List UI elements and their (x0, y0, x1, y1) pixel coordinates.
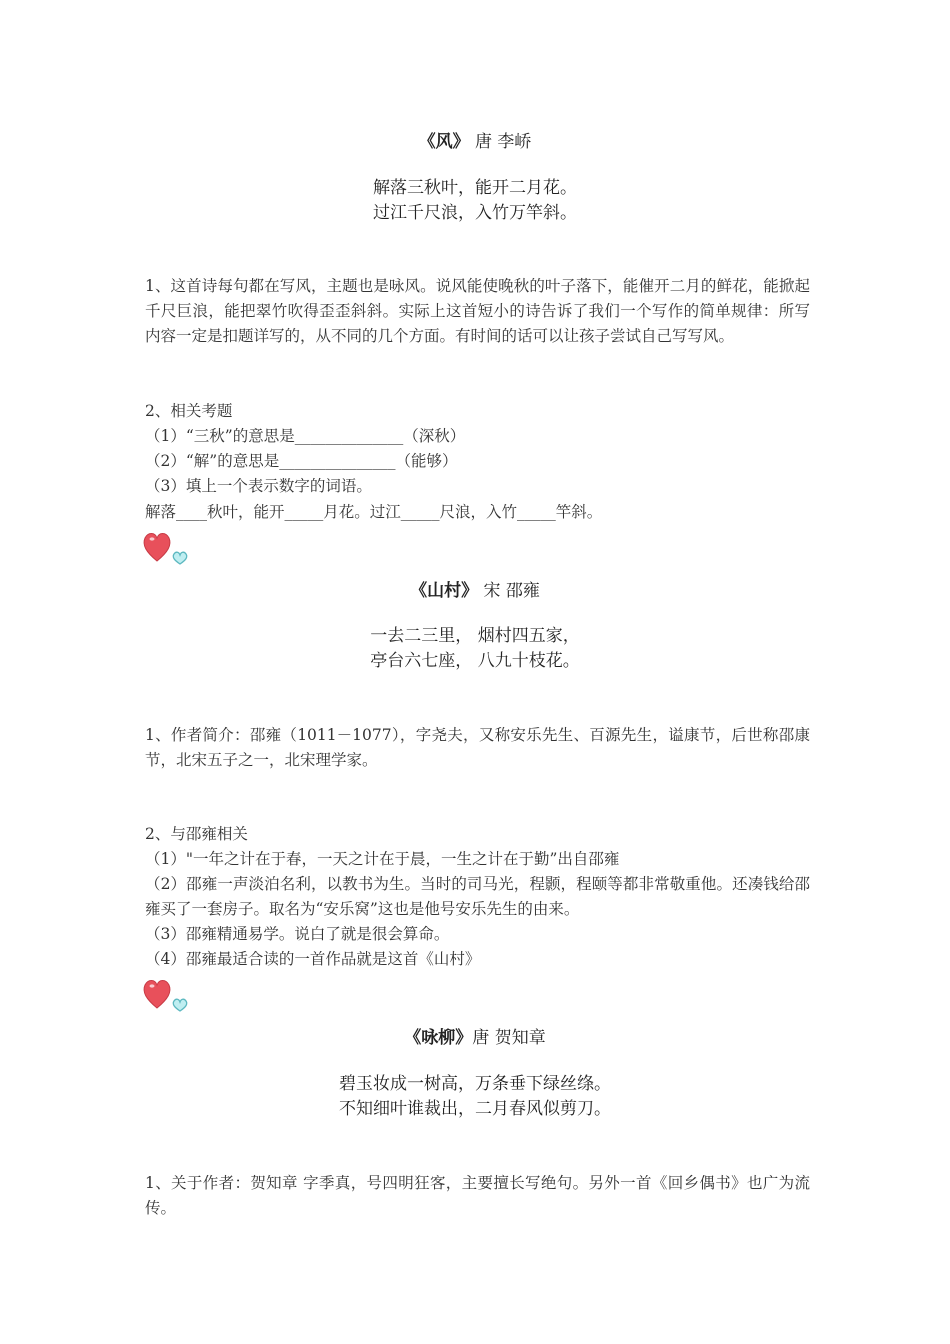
poem-note: 1、关于作者：贺知章 字季真，号四明狂客，主要擅长写绝句。另外一首《回乡偶书》也广为流传。 (145, 1174, 810, 1217)
poem-line: 亭台六七座， 八九十枝花。 (370, 651, 580, 671)
exam-item: （1）“三秋”的意思是______________（深秋） (145, 427, 466, 445)
poem-line: 过江千尺浪，入竹万竿斜。 (373, 203, 577, 223)
poem-line: 一去二三里， 烟村四五家， (370, 626, 580, 646)
poem-author: 宋 邵雍 (478, 581, 540, 601)
poem-title-yongliu (0, 1023, 950, 1048)
poem-title-text: 《山村》 (410, 581, 479, 601)
related-item: （2）邵雍一声淡泊名利，以教书为生。当时的司马光，程颢，程颐等都非常敬重他。还凑钱给邵雍买了一套房子。取名为“安乐窝”这也是他号安乐先生的由来。 (145, 875, 810, 918)
poem-line: 解落三秋叶，能开二月花。 (373, 178, 577, 198)
related-item: （4）邵雍最适合读的一首作品就是这首《山村》 (145, 950, 481, 968)
poem-title-text: 《咏柳》 (404, 1028, 473, 1048)
poem-author: 唐 贺知章 (472, 1028, 546, 1048)
related-heading: 2、与邵雍相关 (145, 825, 248, 843)
poem-line: 不知细叶谁裁出，二月春风似剪刀。 (339, 1099, 611, 1119)
poem-title-text: 《风》 (418, 132, 470, 152)
exam-item: 解落____秋叶，能开_____月花。过江_____尺浪，入竹_____竿斜。 (145, 503, 603, 521)
exam-heading: 2、相关考题 (145, 402, 233, 420)
two-hearts-icon (142, 977, 192, 1013)
two-hearts-icon (142, 530, 192, 566)
poem-author: 唐 李峤 (469, 132, 532, 152)
exam-item: （3）填上一个表示数字的词语。 (145, 477, 372, 495)
related-item: （1）"一年之计在于春，一天之计在于晨，一生之计在于勤”出自邵雍 (145, 850, 620, 868)
poem-note: 1、作者简介：邵雍（1011－1077），字尧夫，又称安乐先生、百源先生，谥康节，后世称邵康节，北宋五子之一，北宋理学家。 (145, 726, 810, 769)
related-item: （3）邵雍精通易学。说白了就是很会算命。 (145, 925, 450, 943)
poem-note: 1、这首诗每句都在写风，主题也是咏风。说风能使晚秋的叶子落下，能催开二月的鲜花，能掀起千尺巨浪，能把翠竹吹得歪歪斜斜。实际上这首短小的诗告诉了我们一个写作的简单规律：所写内容一定是扣题详写的，从不同的几个方面。有时间的话可以让孩子尝试自己写写风。 (145, 277, 810, 345)
poem-line: 碧玉妆成一树高，万条垂下绿丝绦。 (339, 1074, 611, 1094)
exam-item: （2）“解”的意思是_______________（能够） (145, 452, 458, 470)
poem-title-feng (0, 127, 950, 152)
poem-title-shancun (0, 576, 950, 601)
